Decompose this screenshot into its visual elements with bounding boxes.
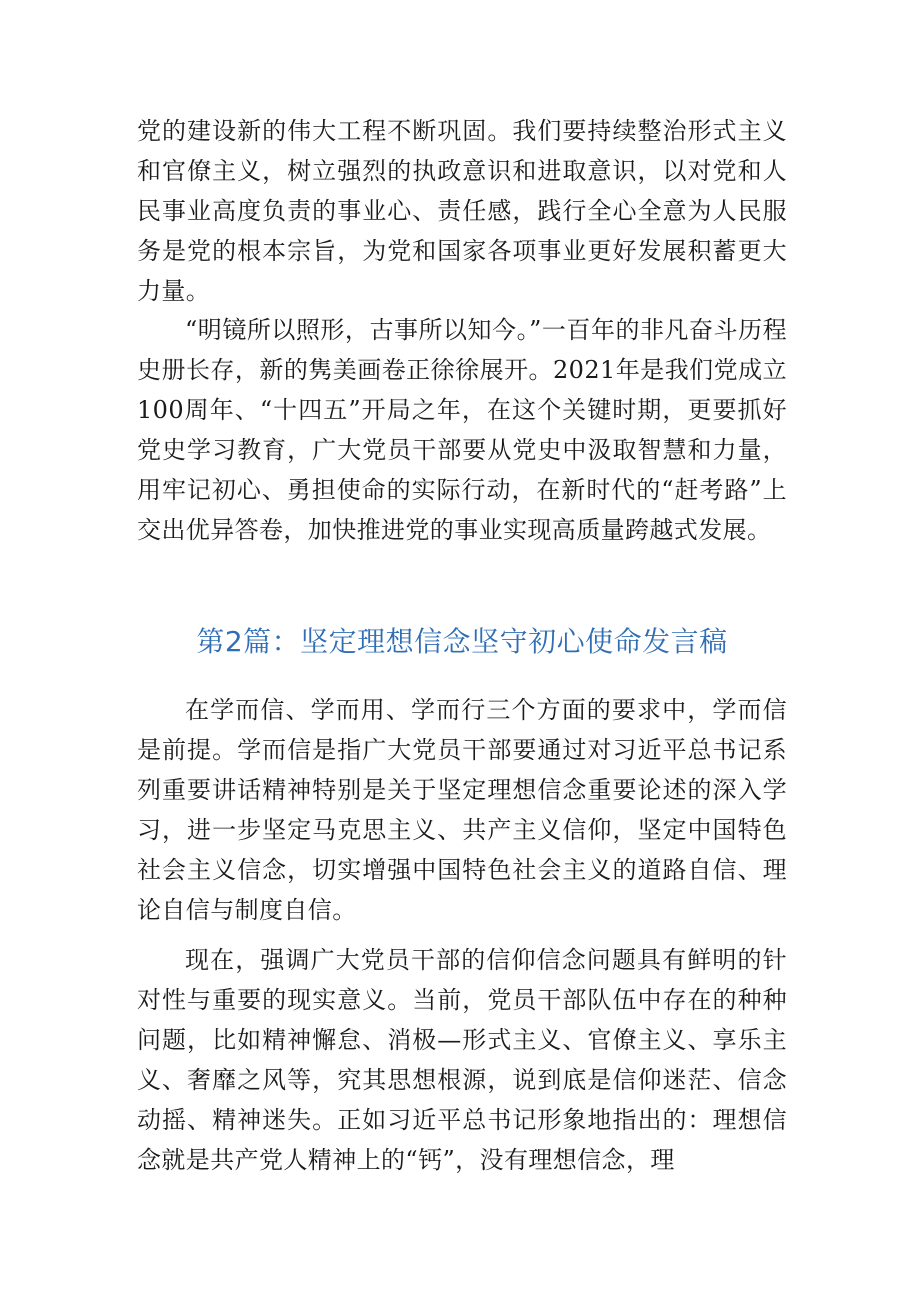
paragraph-4: 现在，强调广大党员干部的信仰信念问题具有鲜明的针对性与重要的现实意义。当前，党员干部队伍中存在的种种问题，比如精神懈怠、消极—形式主义、官僚主义、享乐主义、奢靡之风等，究其思想根源，说到底是信仰迷茫、信念动摇、精神迷失。正如习近平总书记形象地指出的：理想信念就是共产党人精神上的“钙”，没有理想信念，理 xyxy=(137,946,787,1174)
section-heading: 第2篇：坚定理想信念坚守初心使命发言稿 xyxy=(196,625,728,658)
paragraph-1: 党的建设新的伟大工程不断巩固。我们要持续整治形式主义和官僚主义，树立强烈的执政意识和进取意识，以对党和人民事业高度负责的事业心、责任感，践行全心全意为人民服务是党的根本宗旨，为党和国家各项事业更好发展积蓄更大力量。 xyxy=(137,117,787,305)
paragraph-2: “明镜所以照形，古事所以知今。”一百年的非凡奋斗历程史册长存，新的隽美画卷正徐徐展开。2021年是我们党成立100周年、“十四五”开局之年，在这个关键时期，更要抓好党史学习教育，广大党员干部要从党史中汲取智慧和力量，用牢记初心、勇担使命的实际行动，在新时代的“赶考路”上交出优异答卷，加快推进党的事业实现高质量跨越式发展。 xyxy=(137,316,787,544)
paragraph-3: 在学而信、学而用、学而行三个方面的要求中，学而信是前提。学而信是指广大党员干部要通过对习近平总书记系列重要讲话精神特别是关于坚定理想信念重要论述的深入学习，进一步坚定马克思主义、共产主义信仰，坚定中国特色社会主义信念，切实增强中国特色社会主义的道路自信、理论自信与制度自信。 xyxy=(137,696,787,924)
